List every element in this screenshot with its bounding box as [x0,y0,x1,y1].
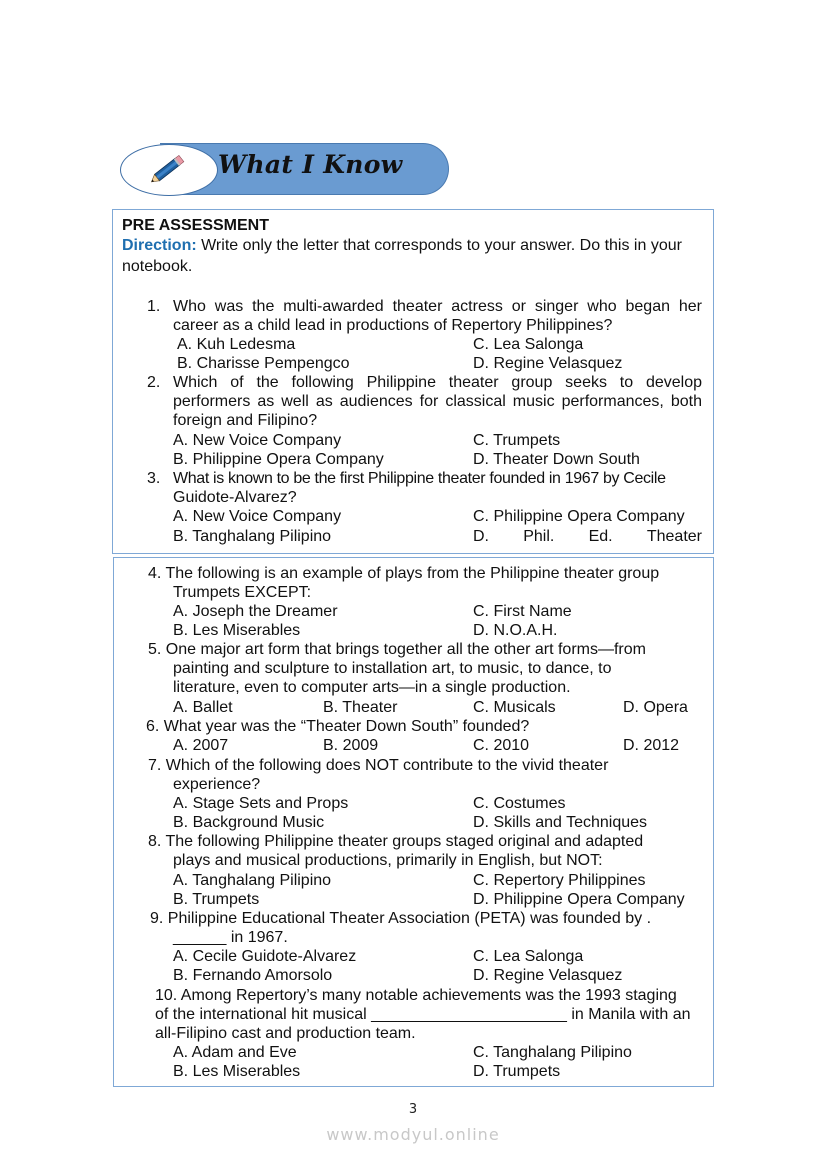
choice-d-part: D. [473,528,489,545]
question-text: plays and musical productions, primarily in English, but NOT: [173,852,603,869]
choice-a: A. Ballet [173,699,233,716]
choice-d-part: Ed. [588,528,613,545]
what-i-know-banner [120,143,450,195]
choice-b: B. Trumpets [173,891,260,908]
choice-a: A. Tanghalang Pilipino [173,872,332,889]
choice-d: D. 2012 [623,737,680,754]
assessment-heading: PRE ASSESSMENT [122,217,269,234]
choice-d: D. Skills and Techniques [473,814,648,831]
choice-b: B. Fernando Amorsolo [173,967,333,984]
choice-d: D. Regine Velasquez [473,967,623,984]
choice-a: A. Cecile Guidote-Alvarez [173,948,357,965]
question-number: 1. [147,298,161,315]
choice-b: B. Les Miserables [173,622,301,639]
choice-d: D. Opera [623,699,688,716]
choice-a: A. Stage Sets and Props [173,795,349,812]
question-text: painting and sculpture to installation art, to music, to dance, to [173,660,612,677]
choice-c: C. Trumpets [473,432,561,449]
direction-label: Direction: [122,237,197,254]
choice-d: D. Trumpets [473,1063,561,1080]
direction-text: Write only the letter that corresponds to your answer. Do this in your [196,237,682,254]
choice-a: A. Adam and Eve [173,1044,297,1061]
choice-b: B. Theater [323,699,398,716]
question-text: 5. One major art form that brings together all the other art forms—from [148,641,646,658]
choice-c: C. Philippine Opera Company [473,508,685,525]
choice-d [473,527,702,546]
choice-b: B. Background Music [173,814,325,831]
question-number: 3. [147,470,161,487]
question-text: all-Filipino cast and production team. [155,1025,416,1042]
choice-b: B. 2009 [323,737,379,754]
question-text: 8. The following Philippine theater groups staged original and adapted [148,833,644,850]
question-text: performers as well as audiences for classical music performances, both [173,393,702,410]
direction-text-2: notebook. [122,258,193,275]
choice-d: D. Theater Down South [473,451,640,468]
choice-d: D. Philippine Opera Company [473,891,685,908]
choice-d-part: Theater [646,528,702,545]
direction-line [122,236,682,255]
choice-b: B. Les Miserables [173,1063,301,1080]
choice-c: C. Repertory Philippines [473,872,646,889]
page-number: 3 [408,1102,418,1117]
choice-c: C. 2010 [473,737,530,754]
choice-b: B. Charisse Pempengco [177,355,350,372]
choice-c: C. Tanghalang Pilipino [473,1044,632,1061]
question-text: experience? [173,776,261,793]
question-text: 6. What year was the “Theater Down South” founded? [146,718,530,735]
choice-a: A. New Voice Company [173,508,342,525]
question-text: 10. Among Repertory’s many notable achievements was the 1993 staging [155,987,677,1004]
question-text: Which of the following Philippine theater group seeks to develop [173,374,702,391]
question-text: Trumpets EXCEPT: [173,584,312,601]
choice-a: A. Joseph the Dreamer [173,603,338,620]
choice-a: A. Kuh Ledesma [177,336,296,353]
choice-d: D. Regine Velasquez [473,355,623,372]
question-text: Guidote-Alvarez? [173,489,297,506]
question-text: literature, even to computer arts—in a single production. [173,679,571,696]
question-text: What is known to be the first Philippine theater founded in 1967 by Cecile [173,470,666,487]
question-number: 2. [147,374,161,391]
question-text: foreign and Filipino? [173,412,318,429]
question-text: of the international hit musical ______________________ in Manila with an [155,1006,691,1023]
choice-c: C. Lea Salonga [473,948,584,965]
choice-d: D. N.O.A.H. [473,622,558,639]
question-text: 7. Which of the following does NOT contribute to the vivid theater [148,757,609,774]
question-text: ______ in 1967. [173,929,288,946]
watermark: www.modyul.online [326,1125,500,1144]
question-text: 9. Philippine Educational Theater Association (PETA) was founded by . [150,910,652,927]
choice-b: B. Philippine Opera Company [173,451,384,468]
choice-b: B. Tanghalang Pilipino [173,528,332,545]
question-text: 4. The following is an example of plays from the Philippine theater group [148,565,660,582]
pencil-icon [146,153,190,185]
question-text: Who was the multi-awarded theater actress or singer who began her [173,298,702,315]
choice-a: A. 2007 [173,737,229,754]
question-text: career as a child lead in productions of Repertory Philippines? [173,317,613,334]
choice-d-part: Phil. [523,528,555,545]
choice-c: C. First Name [473,603,572,620]
choice-a: A. New Voice Company [173,432,342,449]
choice-c: C. Musicals [473,699,556,716]
choice-c: C. Lea Salonga [473,336,584,353]
choice-c: C. Costumes [473,795,566,812]
banner-title: What I Know [218,150,403,179]
